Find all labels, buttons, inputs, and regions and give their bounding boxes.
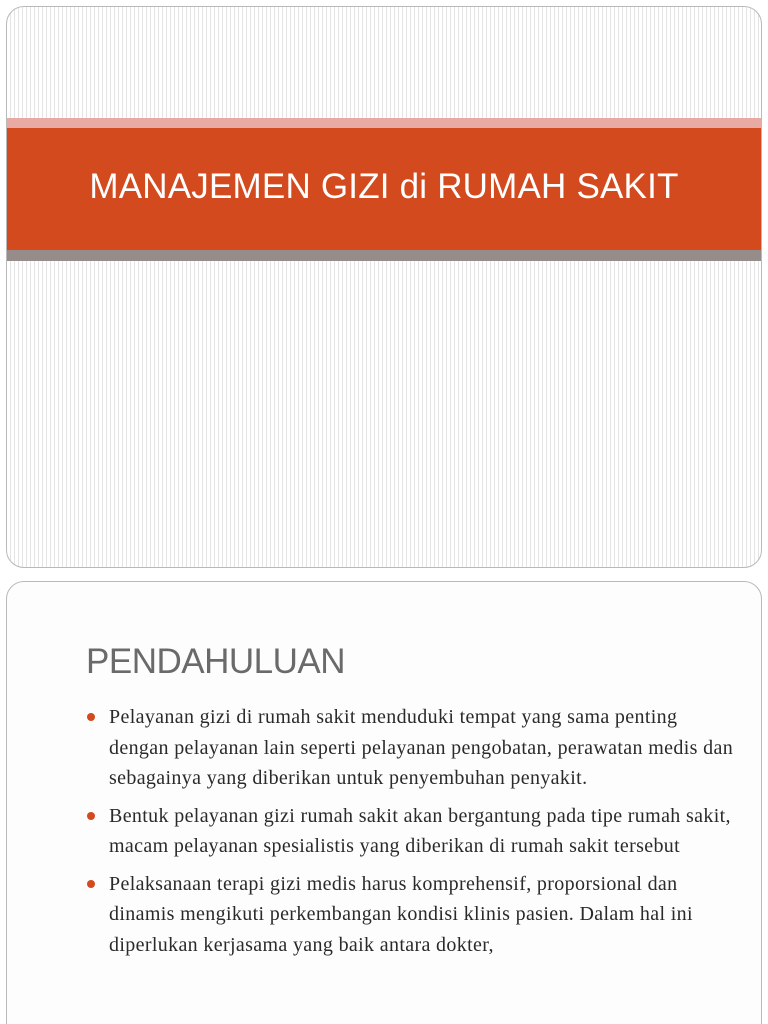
content-slide: [6, 581, 762, 1024]
bullet-text: Pelaksanaan terapi gizi medis harus komprehensif, proporsional dan dinamis mengikuti perkembangan kondisi klinis pasien. Dalam hal ini diperlukan kerjasama yang baik antara dokter,: [109, 872, 693, 956]
title-top-strip: [7, 118, 761, 128]
bullet-dot-icon: [87, 880, 95, 888]
bullet-item: [85, 702, 735, 794]
bullet-dot-icon: [87, 812, 95, 820]
title-slide: [6, 6, 762, 568]
bullet-item: [85, 801, 735, 862]
title-bar: [7, 128, 761, 250]
slide-title: MANAJEMEN GIZI di RUMAH SAKIT: [89, 167, 679, 206]
bullet-item: [85, 869, 735, 961]
bullet-text: Pelayanan gizi di rumah sakit menduduki tempat yang sama penting dengan pelayanan lain seperti pelayanan pengobatan, perawatan medis dan sebagainya yang diberikan untuk penyembuhan penyakit.: [109, 706, 734, 789]
bullet-list: [85, 702, 735, 967]
title-bottom-strip: [7, 250, 761, 261]
bullet-text: Bentuk pelayanan gizi rumah sakit akan bergantung pada tipe rumah sakit, macam pelayanan spesialistis yang diberikan di rumah sakit tersebut: [109, 804, 731, 857]
bullet-dot-icon: [87, 713, 95, 721]
slide-heading: PENDAHULUAN: [86, 642, 345, 681]
